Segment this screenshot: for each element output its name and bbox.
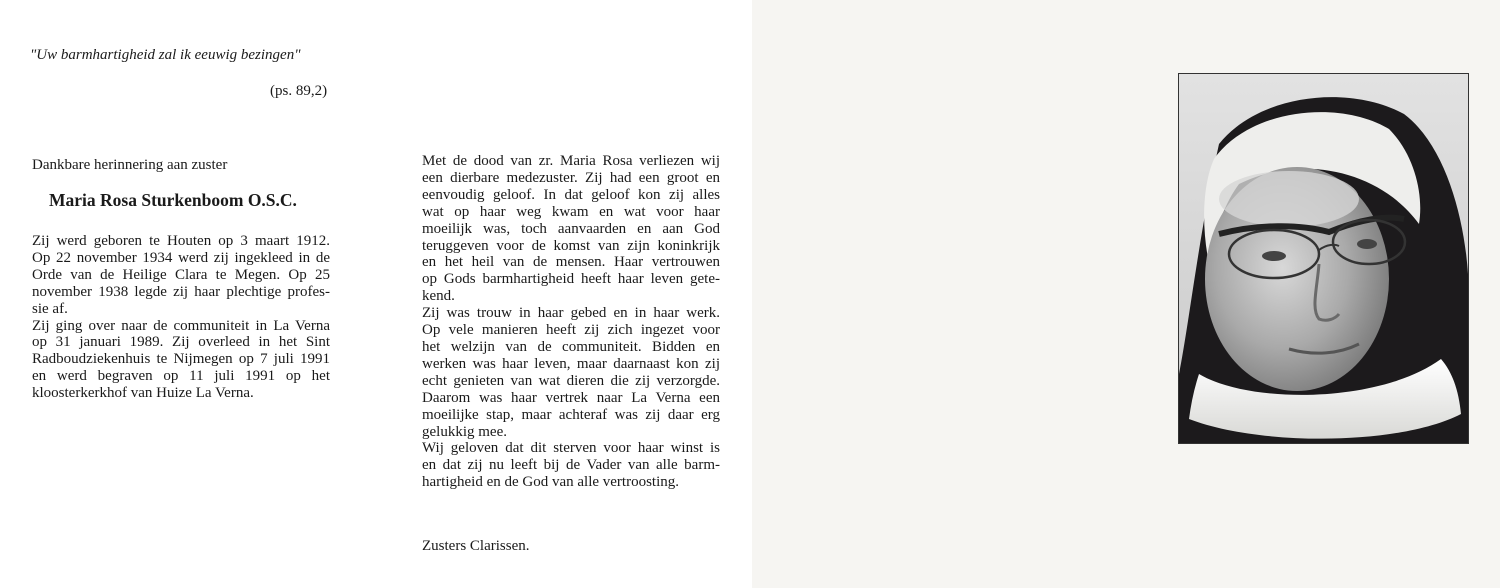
tribute-line: echt genieten van wat dieren die zij verzorgde. bbox=[422, 372, 720, 389]
bio-line: Radboudziekenhuis te Nijmegen op 7 juli 1991 bbox=[32, 351, 330, 368]
tribute-line: Op vele manieren heeft zij zich ingezet voor bbox=[422, 322, 720, 339]
tribute-line: Met de dood van zr. Maria Rosa verliezen wij bbox=[422, 153, 720, 169]
tribute-line: wat op haar weg kwam en wat voor haar bbox=[422, 203, 720, 220]
tribute-line: op Gods barmhartigheid heeft haar leven gete- bbox=[422, 271, 720, 288]
bio-line: Op 22 november 1934 werd zij ingekleed in de bbox=[32, 249, 330, 266]
tribute-line: eenvoudig geloof. In dat geloof kon zij alles bbox=[422, 186, 720, 203]
bio-line: Zij werd geboren te Houten op 3 maart 1912. bbox=[32, 233, 330, 249]
deceased-name: Maria Rosa Sturkenboom O.S.C. bbox=[49, 190, 297, 210]
tribute-line: moeilijk was, toch aanvaarden en aan God bbox=[422, 220, 720, 237]
bio-line: november 1938 legde zij haar plechtige profes- bbox=[32, 283, 330, 300]
bio-line: op 31 januari 1989. Zij overleed in het Sint bbox=[32, 334, 330, 351]
tribute-line: het welzijn van de communiteit. Bidden en bbox=[422, 338, 720, 355]
tribute-line: en het heil van de mensen. Haar vertrouwen bbox=[422, 254, 720, 271]
tribute-line: gelukkig mee. bbox=[422, 423, 507, 440]
intro-line: Dankbare herinnering aan zuster bbox=[32, 157, 228, 173]
bio-line: en werd begraven op 11 juli 1991 op het bbox=[32, 368, 330, 385]
tribute-line: een dierbare medezuster. Zij had een groot en bbox=[422, 169, 720, 186]
motto-quote: "Uw barmhartigheid zal ik eeuwig bezingen" bbox=[30, 47, 301, 63]
tribute-line: Daarom was haar vertrek naar La Verna een bbox=[422, 389, 720, 406]
tribute-line: kend. bbox=[422, 288, 455, 305]
bio-line: Zij ging over naar de communiteit in La Verna bbox=[32, 317, 330, 334]
portrait-photo bbox=[1178, 73, 1469, 444]
tribute-line: en dat zij nu leeft bij de Vader van alle barm- bbox=[422, 457, 720, 474]
tribute-line: werken was haar leven, maar daarnaast kon zij bbox=[422, 355, 720, 372]
biography-paragraph bbox=[32, 233, 330, 402]
tribute-line: moeilijke stap, maar achteraf was zij daar erg bbox=[422, 406, 720, 423]
bio-line: sie af. bbox=[32, 300, 68, 317]
signature: Zusters Clarissen. bbox=[422, 538, 530, 554]
nun-portrait-image bbox=[1179, 74, 1468, 443]
tribute-line: Wij geloven dat dit sterven voor haar winst is bbox=[422, 440, 720, 457]
tribute-line: teruggeven voor de komst van zijn koninkrijk bbox=[422, 237, 720, 254]
tribute-line: hartigheid en de God van alle vertroosting. bbox=[422, 474, 680, 491]
tribute-line: Zij was trouw in haar gebed en in haar werk. bbox=[422, 305, 720, 322]
bio-line: kloosterkerkhof van Huize La Verna. bbox=[32, 385, 254, 402]
tribute-paragraph bbox=[422, 153, 720, 491]
bio-line: Orde van de Heilige Clara te Megen. Op 25 bbox=[32, 266, 330, 283]
psalm-reference: (ps. 89,2) bbox=[270, 83, 328, 99]
